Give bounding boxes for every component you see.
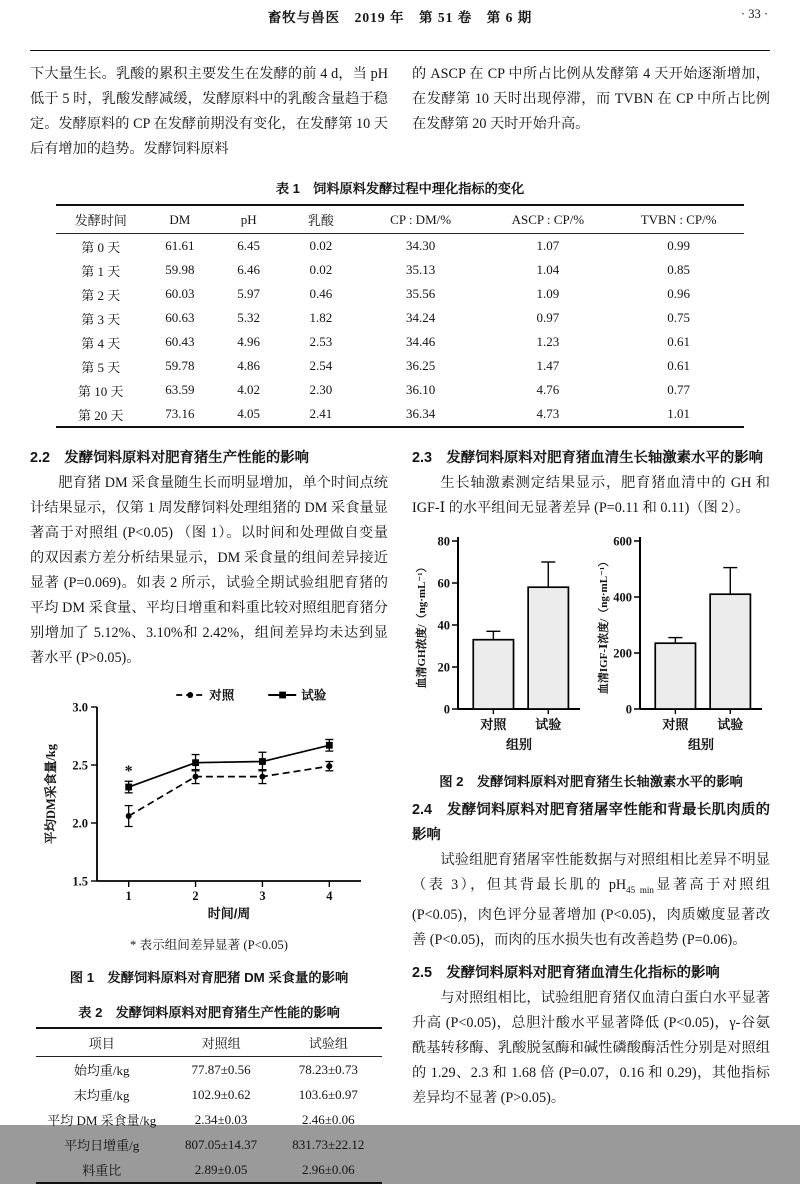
svg-text:对照: 对照 — [662, 717, 689, 732]
table2-col-header: 试验组 — [308, 1036, 348, 1051]
figure2 — [412, 527, 770, 757]
svg-text:对照: 对照 — [209, 688, 235, 703]
left-column — [30, 438, 388, 1184]
figure1-caption: 图 1 发酵饲料原料对育肥猪 DM 采食量的影响 — [69, 970, 349, 985]
table1-col-header: TVBN : CP/% — [640, 211, 717, 227]
section-2-3-body: 生长轴激素测定结果显示，肥育猪血清中的 GH 和 IGF-Ⅰ 的水平组间无显著差异 (P=0.11 和 0.11)（图 2）。 — [412, 475, 770, 516]
ph-subscript: 45 min — [626, 884, 654, 895]
table-row: 第 4 天 60.43 4.96 2.53 34.46 1.23 0.61 — [81, 334, 690, 351]
table1-col-header: pH — [240, 211, 257, 227]
svg-text:3.0: 3.0 — [72, 700, 88, 715]
section-2-4-heading: 2.4 发酵饲料原料对肥育猪屠宰性能和背最长肌肉质的影响 — [412, 802, 770, 843]
svg-text:*: * — [124, 762, 133, 780]
figure1-note: * 表示组间差异显著 (P<0.05) — [130, 938, 288, 952]
svg-text:20: 20 — [437, 660, 450, 675]
intro-right-paragraph: 的 ASCP 在 CP 中所占比例从发酵第 4 天开始逐渐增加，在发酵第 10 天时出现停滞，而 TVBN 在 CP 中所占比例在发酵第 20 天时开始升高。 — [412, 66, 770, 132]
svg-text:600: 600 — [613, 534, 632, 549]
table1-col-header: DM — [169, 211, 191, 227]
figure1 — [30, 677, 388, 986]
table1-col-header: 乳酸 — [307, 213, 334, 228]
table-row: 第 2 天 60.03 5.97 0.46 35.56 1.09 0.96 — [81, 286, 690, 303]
table-row: 平均 DM 采食量/kg 2.34±0.03 2.46±0.06 — [47, 1111, 355, 1128]
svg-text:试验: 试验 — [301, 688, 327, 703]
table1 — [56, 204, 744, 428]
svg-text:组别: 组别 — [505, 737, 533, 752]
svg-text:血清GH浓度/（ng·mL⁻¹）: 血清GH浓度/（ng·mL⁻¹） — [416, 561, 428, 689]
table1-col-header: ASCP : CP/% — [511, 211, 585, 227]
svg-text:1: 1 — [125, 889, 132, 903]
right-column — [412, 438, 770, 1184]
svg-text:400: 400 — [613, 590, 632, 605]
table2-col-header: 项目 — [88, 1036, 115, 1051]
section-2-5-heading: 2.5 发酵饲料原料对肥育猪血清生化指标的影响 — [412, 964, 720, 981]
table-row: 第 10 天 63.59 4.02 2.30 36.10 4.76 0.77 — [77, 382, 690, 399]
table-row: 末均重/kg 102.9±0.62 103.6±0.97 — [73, 1086, 358, 1103]
svg-text:2: 2 — [192, 889, 199, 903]
table1-header-row — [56, 205, 744, 234]
section-2-3-heading: 2.3 发酵饲料原料对肥育猪血清生长轴激素水平的影响 — [412, 450, 763, 466]
table-row: 第 5 天 59.78 4.86 2.54 36.25 1.47 0.61 — [81, 358, 690, 375]
table1-col-header: CP : DM/% — [390, 211, 452, 227]
svg-text:200: 200 — [613, 646, 632, 661]
section-2-4-body — [412, 848, 770, 953]
section-2-4-body-prefix: 试验组肥育猪屠宰性能数据与对照组相比差异不明显（表 3），但其背最长肌的 pH — [412, 852, 770, 893]
intro-columns — [30, 62, 770, 162]
svg-text:2.0: 2.0 — [72, 816, 88, 831]
table-row: 第 0 天 61.61 6.45 0.02 34.30 1.07 0.99 — [81, 238, 690, 255]
svg-text:试验: 试验 — [535, 717, 562, 732]
table1-col-header: 发酵时间 — [74, 213, 127, 228]
table2-title: 表 2 发酵饲料原料对肥育猪生产性能的影响 — [78, 1005, 340, 1020]
svg-text:80: 80 — [437, 534, 450, 549]
svg-text:40: 40 — [437, 618, 450, 633]
table2-header-row — [36, 1028, 382, 1057]
serum-igf1-bar-chart — [594, 527, 770, 757]
svg-text:4: 4 — [326, 889, 333, 903]
table2-col-header: 对照组 — [201, 1036, 241, 1051]
page-header — [30, 6, 770, 28]
svg-text:组别: 组别 — [687, 737, 715, 752]
table-row: 第 20 天 73.16 4.05 2.41 36.34 4.73 1.01 — [77, 406, 690, 423]
svg-text:对照: 对照 — [480, 717, 507, 732]
figure2-caption: 图 2 发酵饲料原料对肥育猪生长轴激素水平的影响 — [439, 774, 743, 789]
section-2-2-body: 肥育猪 DM 采食量随生长而明显增加，单个时间点统计结果显示，仅第 1 周发酵饲料处理组猪的 DM 采食量显著高于对照组 (P<0.05) （图 1）。以时间和处理做自变量的双因素方差分析结果显示，DM 采食量的组间差异接近显著 (P=0.069)。如表 2 所示，试验全期试验组肥育猪的平均 DM 采食量、平均日增重和料重比较对照组肥育猪分别增加了 5.12%、3.10%和 2.42%，组间差异均未达到显著水平 (P>0.05)。 — [30, 475, 388, 666]
body-columns — [30, 438, 770, 1184]
svg-text:60: 60 — [437, 576, 450, 591]
section-2-5-body: 与对照组相比，试验组肥育猪仅血清白蛋白水平显著升高 (P<0.05)，总胆汁酸水平显著降低 (P<0.05)，γ-谷氨酰基转移酶、乳酸脱氢酶和碱性磷酸酶活性分别是对照组的 1.29、2.3 和 1.68 倍 (P=0.07，0.16 和 0.29)，其他指标差异均不显著 (P>0.05)。 — [412, 989, 770, 1106]
svg-text:1.5: 1.5 — [72, 874, 88, 889]
svg-text:血清IGF-Ⅰ浓度/（ng·mL⁻¹）: 血清IGF-Ⅰ浓度/（ng·mL⁻¹） — [598, 555, 610, 695]
section-2-4-body-suffix: 显著高于对照组 (P<0.05)，肉色评分显著增加 (P<0.05)，肉质嫩度显著改善 (P<0.05)，而肉的压水损失也有改善趋势 (P=0.06)。 — [412, 877, 770, 948]
svg-text:0: 0 — [443, 702, 450, 717]
svg-text:2.5: 2.5 — [72, 758, 88, 773]
intro-left-paragraph: 下大量生长。乳酸的累积主要发生在发酵的前 4 d，当 pH 低于 5 时，乳酸发酵减缓，发酵原料中的乳酸含量趋于稳定。发酵原料的 CP 在发酵前期没有变化，在发酵第 10 天后有增加的趋势。发酵饲料原料 — [30, 66, 388, 157]
serum-gh-bar-chart — [412, 527, 588, 757]
table-row: 第 3 天 60.63 5.32 1.82 34.24 0.97 0.75 — [81, 310, 690, 327]
svg-text:平均DM采食量/kg: 平均DM采食量/kg — [44, 743, 58, 845]
journal-header: 畜牧与兽医 2019 年 第 51 卷 第 6 期 — [267, 10, 533, 25]
svg-text:时间/周: 时间/周 — [207, 906, 251, 921]
dm-intake-line-chart — [41, 677, 377, 927]
table1-title: 表 1 饲料原料发酵过程中理化指标的变化 — [275, 181, 525, 196]
table-row: 料重比 2.89±0.05 2.96±0.06 — [82, 1161, 355, 1178]
table-row: 始均重/kg 77.87±0.56 78.23±0.73 — [73, 1061, 358, 1078]
header-rule — [30, 50, 770, 51]
svg-text:3: 3 — [259, 889, 266, 903]
svg-text:试验: 试验 — [717, 717, 744, 732]
table-row: 第 1 天 59.98 6.46 0.02 35.13 1.04 0.85 — [81, 262, 690, 279]
page-number: · 33 · — [740, 7, 768, 21]
table2 — [36, 1027, 382, 1184]
section-2-2-heading: 2.2 发酵饲料原料对肥育猪生产性能的影响 — [30, 450, 310, 466]
svg-text:0: 0 — [625, 702, 632, 717]
table-row: 平均日增重/g 807.05±14.37 831.73±22.12 — [64, 1136, 365, 1153]
